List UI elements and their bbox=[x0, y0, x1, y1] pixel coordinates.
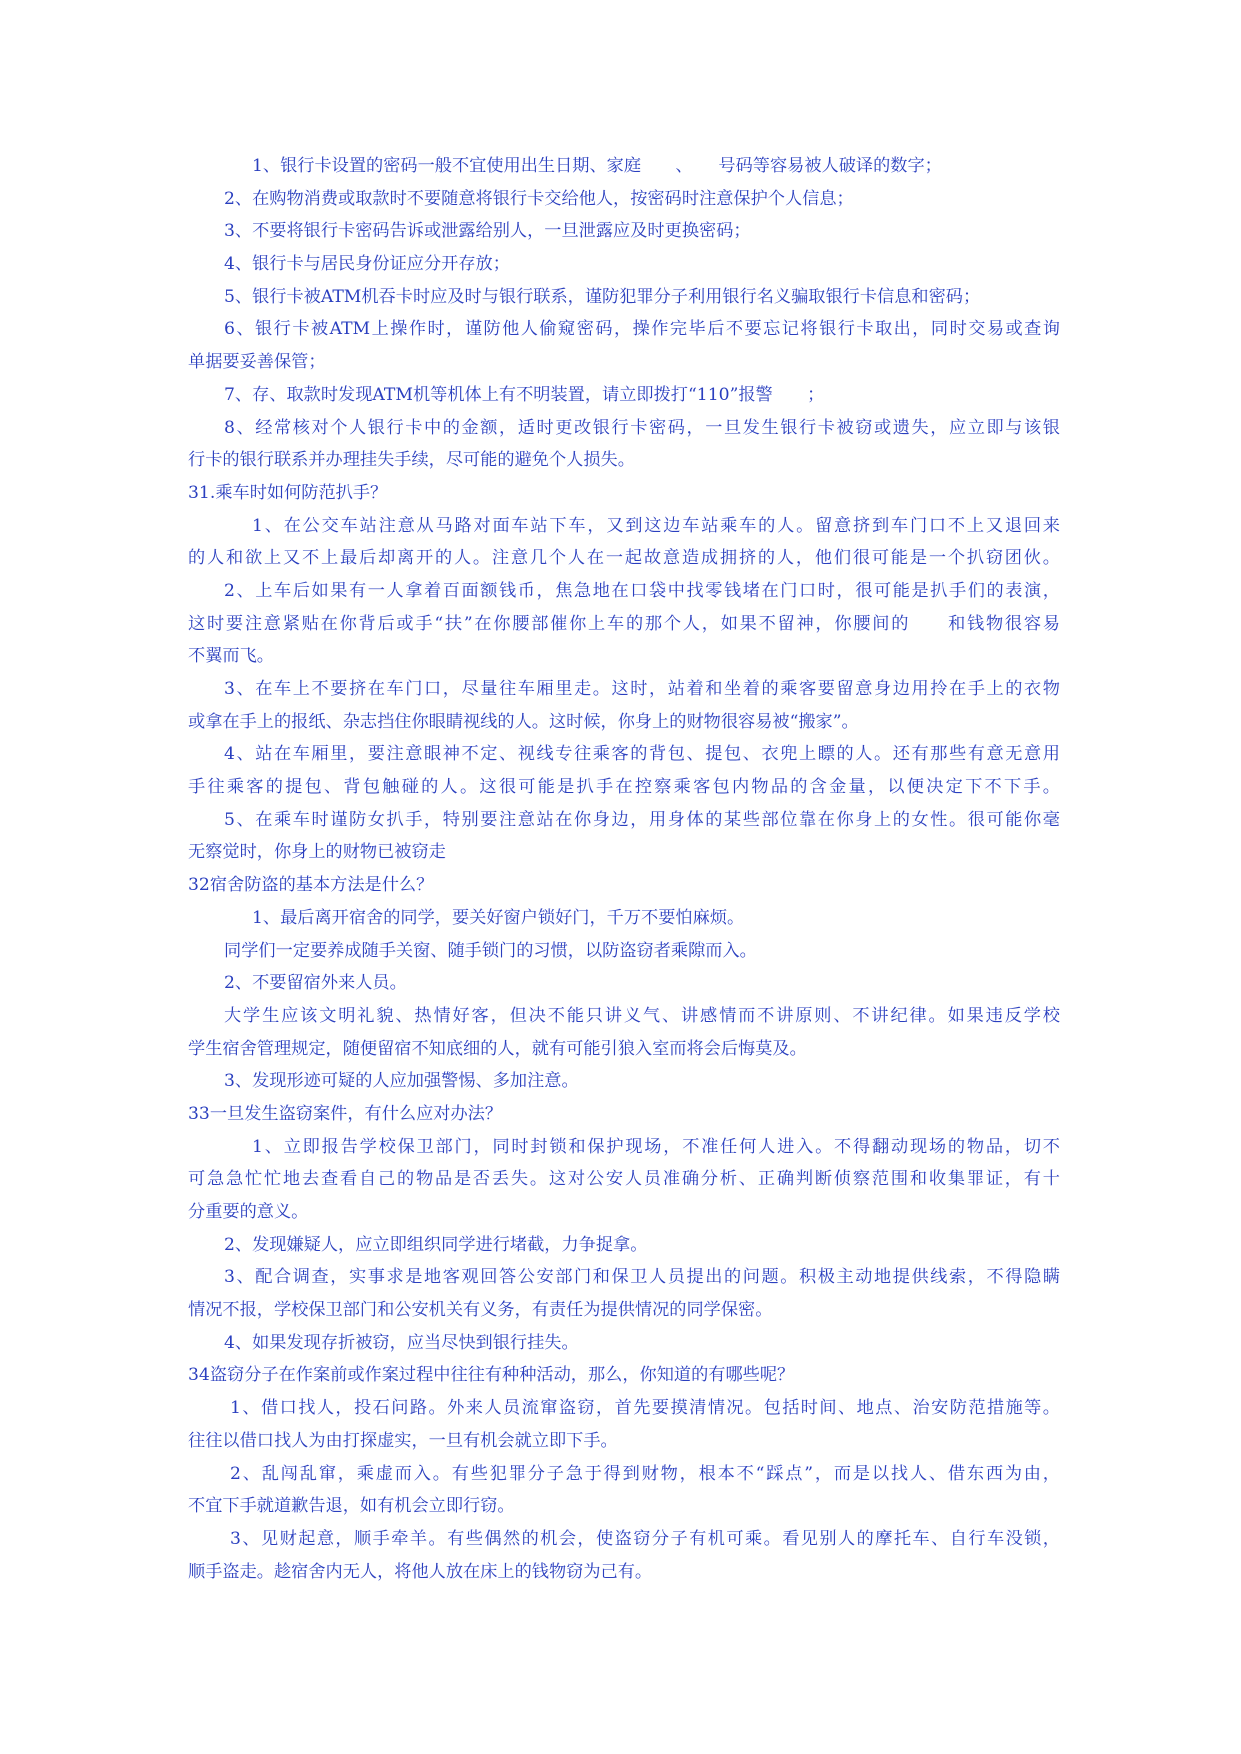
text-line: 3、发现形迹可疑的人应加强警惕、多加注意。 bbox=[224, 1071, 579, 1092]
text-line: 3、配合调查，实事求是地客观回答公安部门和保卫人员提出的问题。积极主动地提供线索，不得隐瞒 bbox=[224, 1267, 1060, 1288]
text-line: 3、见财起意，顺手牵羊。有些偶然的机会，使盗窃分子有机可乘。看见别人的摩托车、自行车没锁， bbox=[230, 1528, 1060, 1549]
text-line: 单据要妥善保管； bbox=[188, 352, 326, 373]
text-line: 无察觉时，你身上的财物已被窃走 bbox=[188, 842, 446, 863]
text-line: 1、最后离开宿舍的同学，要关好窗户锁好门，千万不要怕麻烦。 bbox=[252, 907, 745, 928]
text-line: 4、银行卡与居民身份证应分开存放； bbox=[224, 254, 510, 275]
text-line: 1、借口找人，投石问路。外来人员流窜盗窃，首先要摸清情况。包括时间、地点、治安防范措施等。 bbox=[230, 1398, 1060, 1419]
text-line: 情况不报，学校保卫部门和公安机关有义务，有责任为提供情况的同学保密。 bbox=[188, 1300, 773, 1321]
text-line: 34盗窃分子在作案前或作案过程中往往有种种活动，那么，你知道的有哪些呢？ bbox=[188, 1365, 795, 1386]
text-line: 顺手盗走。趁宿舍内无人，将他人放在床上的钱物窃为己有。 bbox=[188, 1561, 653, 1582]
text-line: 7、存、取款时发现ATM机等机体上有不明装置，请立即拨打“110”报警 ； bbox=[224, 384, 825, 405]
text-line: 4、如果发现存折被窃，应当尽快到银行挂失。 bbox=[224, 1332, 579, 1353]
text-line: 2、乱闯乱窜，乘虚而入。有些犯罪分子急于得到财物，根本不“踩点”，而是以找人、借东西为由， bbox=[230, 1463, 1060, 1484]
text-line: 3、不要将银行卡密码告诉或泄露给别人，一旦泄露应及时更换密码； bbox=[224, 221, 751, 242]
text-line: 不宜下手就道歉告退，如有机会立即行窃。 bbox=[188, 1496, 515, 1517]
text-line: 3、在车上不要挤在车门口，尽量往车厢里走。这时，站着和坐着的乘客要留意身边用拎在手上的衣物 bbox=[224, 679, 1060, 699]
text-line: 同学们一定要养成随手关窗、随手锁门的习惯，以防盗窃者乘隙而入。 bbox=[224, 940, 757, 961]
text-line: 4、站在车厢里，要注意眼神不定、视线专往乘客的背包、提包、衣兜上瞟的人。还有那些有意无意用 bbox=[224, 744, 1060, 765]
text-line: 行卡的银行联系并办理挂失手续，尽可能的避免个人损失。 bbox=[188, 450, 635, 471]
text-line: 5、在乘车时谨防女扒手，特别要注意站在你身边，用身体的某些部位靠在你身上的女性。很可能你毫 bbox=[224, 809, 1060, 830]
text-line: 33一旦发生盗窃案件，有什么应对办法？ bbox=[188, 1103, 503, 1124]
text-line: 31.乘车时如何防范扒手？ bbox=[188, 482, 388, 503]
text-line: 1、在公交车站注意从马路对面车站下车，又到这边车站乘车的人。留意挤到车门口不上又退回来 bbox=[252, 515, 1060, 536]
text-line: 手往乘客的提包、背包触碰的人。这很可能是扒手在控察乘客包内物品的含金量，以便决定下不下手。 bbox=[188, 777, 1060, 798]
text-line: 往往以借口找人为由打探虚实，一旦有机会就立即下手。 bbox=[188, 1430, 618, 1451]
text-line: 的人和欲上又不上最后却离开的人。注意几个人在一起故意造成拥挤的人，他们很可能是一个扒窃团伙。 bbox=[188, 548, 1060, 569]
text-line: 2、上车后如果有一人拿着百面额钱币，焦急地在口袋中找零钱堵在门口时，很可能是扒手们的表演， bbox=[224, 580, 1060, 601]
document-page bbox=[188, 150, 1060, 1588]
text-line: 1、银行卡设置的密码一般不宜使用出生日期、家庭 、 号码等容易被人破译的数字； bbox=[252, 156, 942, 176]
text-line: 学生宿舍管理规定，随便留宿不知底细的人，就有可能引狼入室而将会后悔莫及。 bbox=[188, 1038, 807, 1059]
text-line: 大学生应该文明礼貌、热情好客，但决不能只讲义气、讲感情而不讲原则、不讲纪律。如果违反学校 bbox=[224, 1005, 1060, 1026]
text-line: 2、不要留宿外来人员。 bbox=[224, 973, 407, 994]
text-line: 这时要注意紧贴在你背后或手“扶”在你腰部催你上车的那个人，如果不留神，你腰间的 和钱物很容易 bbox=[188, 613, 1060, 634]
text-line: 8、经常核对个人银行卡中的金额，适时更改银行卡密码，一旦发生银行卡被窃或遗失，应立即与该银 bbox=[224, 417, 1060, 438]
text-line: 2、发现嫌疑人，应立即组织同学进行堵截，力争捉拿。 bbox=[224, 1234, 648, 1255]
text-line: 1、立即报告学校保卫部门，同时封锁和保护现场，不准任何人进入。不得翻动现场的物品，切不 bbox=[252, 1136, 1060, 1157]
text-line: 5、银行卡被ATM机吞卡时应及时与银行联系，谨防犯罪分子利用银行名义骗取银行卡信息和密码； bbox=[224, 286, 981, 307]
text-line: 2、在购物消费或取款时不要随意将银行卡交给他人，按密码时注意保护个人信息； bbox=[224, 188, 854, 209]
text-line: 不翼而飞。 bbox=[188, 646, 274, 667]
text-line: 32宿舍防盗的基本方法是什么？ bbox=[188, 875, 434, 896]
text-line: 分重要的意义。 bbox=[188, 1202, 309, 1222]
text-line: 6、银行卡被ATM上操作时，谨防他人偷窥密码，操作完毕后不要忘记将银行卡取出，同时交易或查询 bbox=[224, 319, 1060, 340]
text-line: 可急急忙忙地去查看自己的物品是否丢失。这对公安人员准确分析、正确判断侦察范围和收集罪证，有十 bbox=[188, 1169, 1060, 1190]
text-line: 或拿在手上的报纸、杂志挡住你眼睛视线的人。这时候，你身上的财物很容易被“搬家”。 bbox=[188, 711, 859, 732]
